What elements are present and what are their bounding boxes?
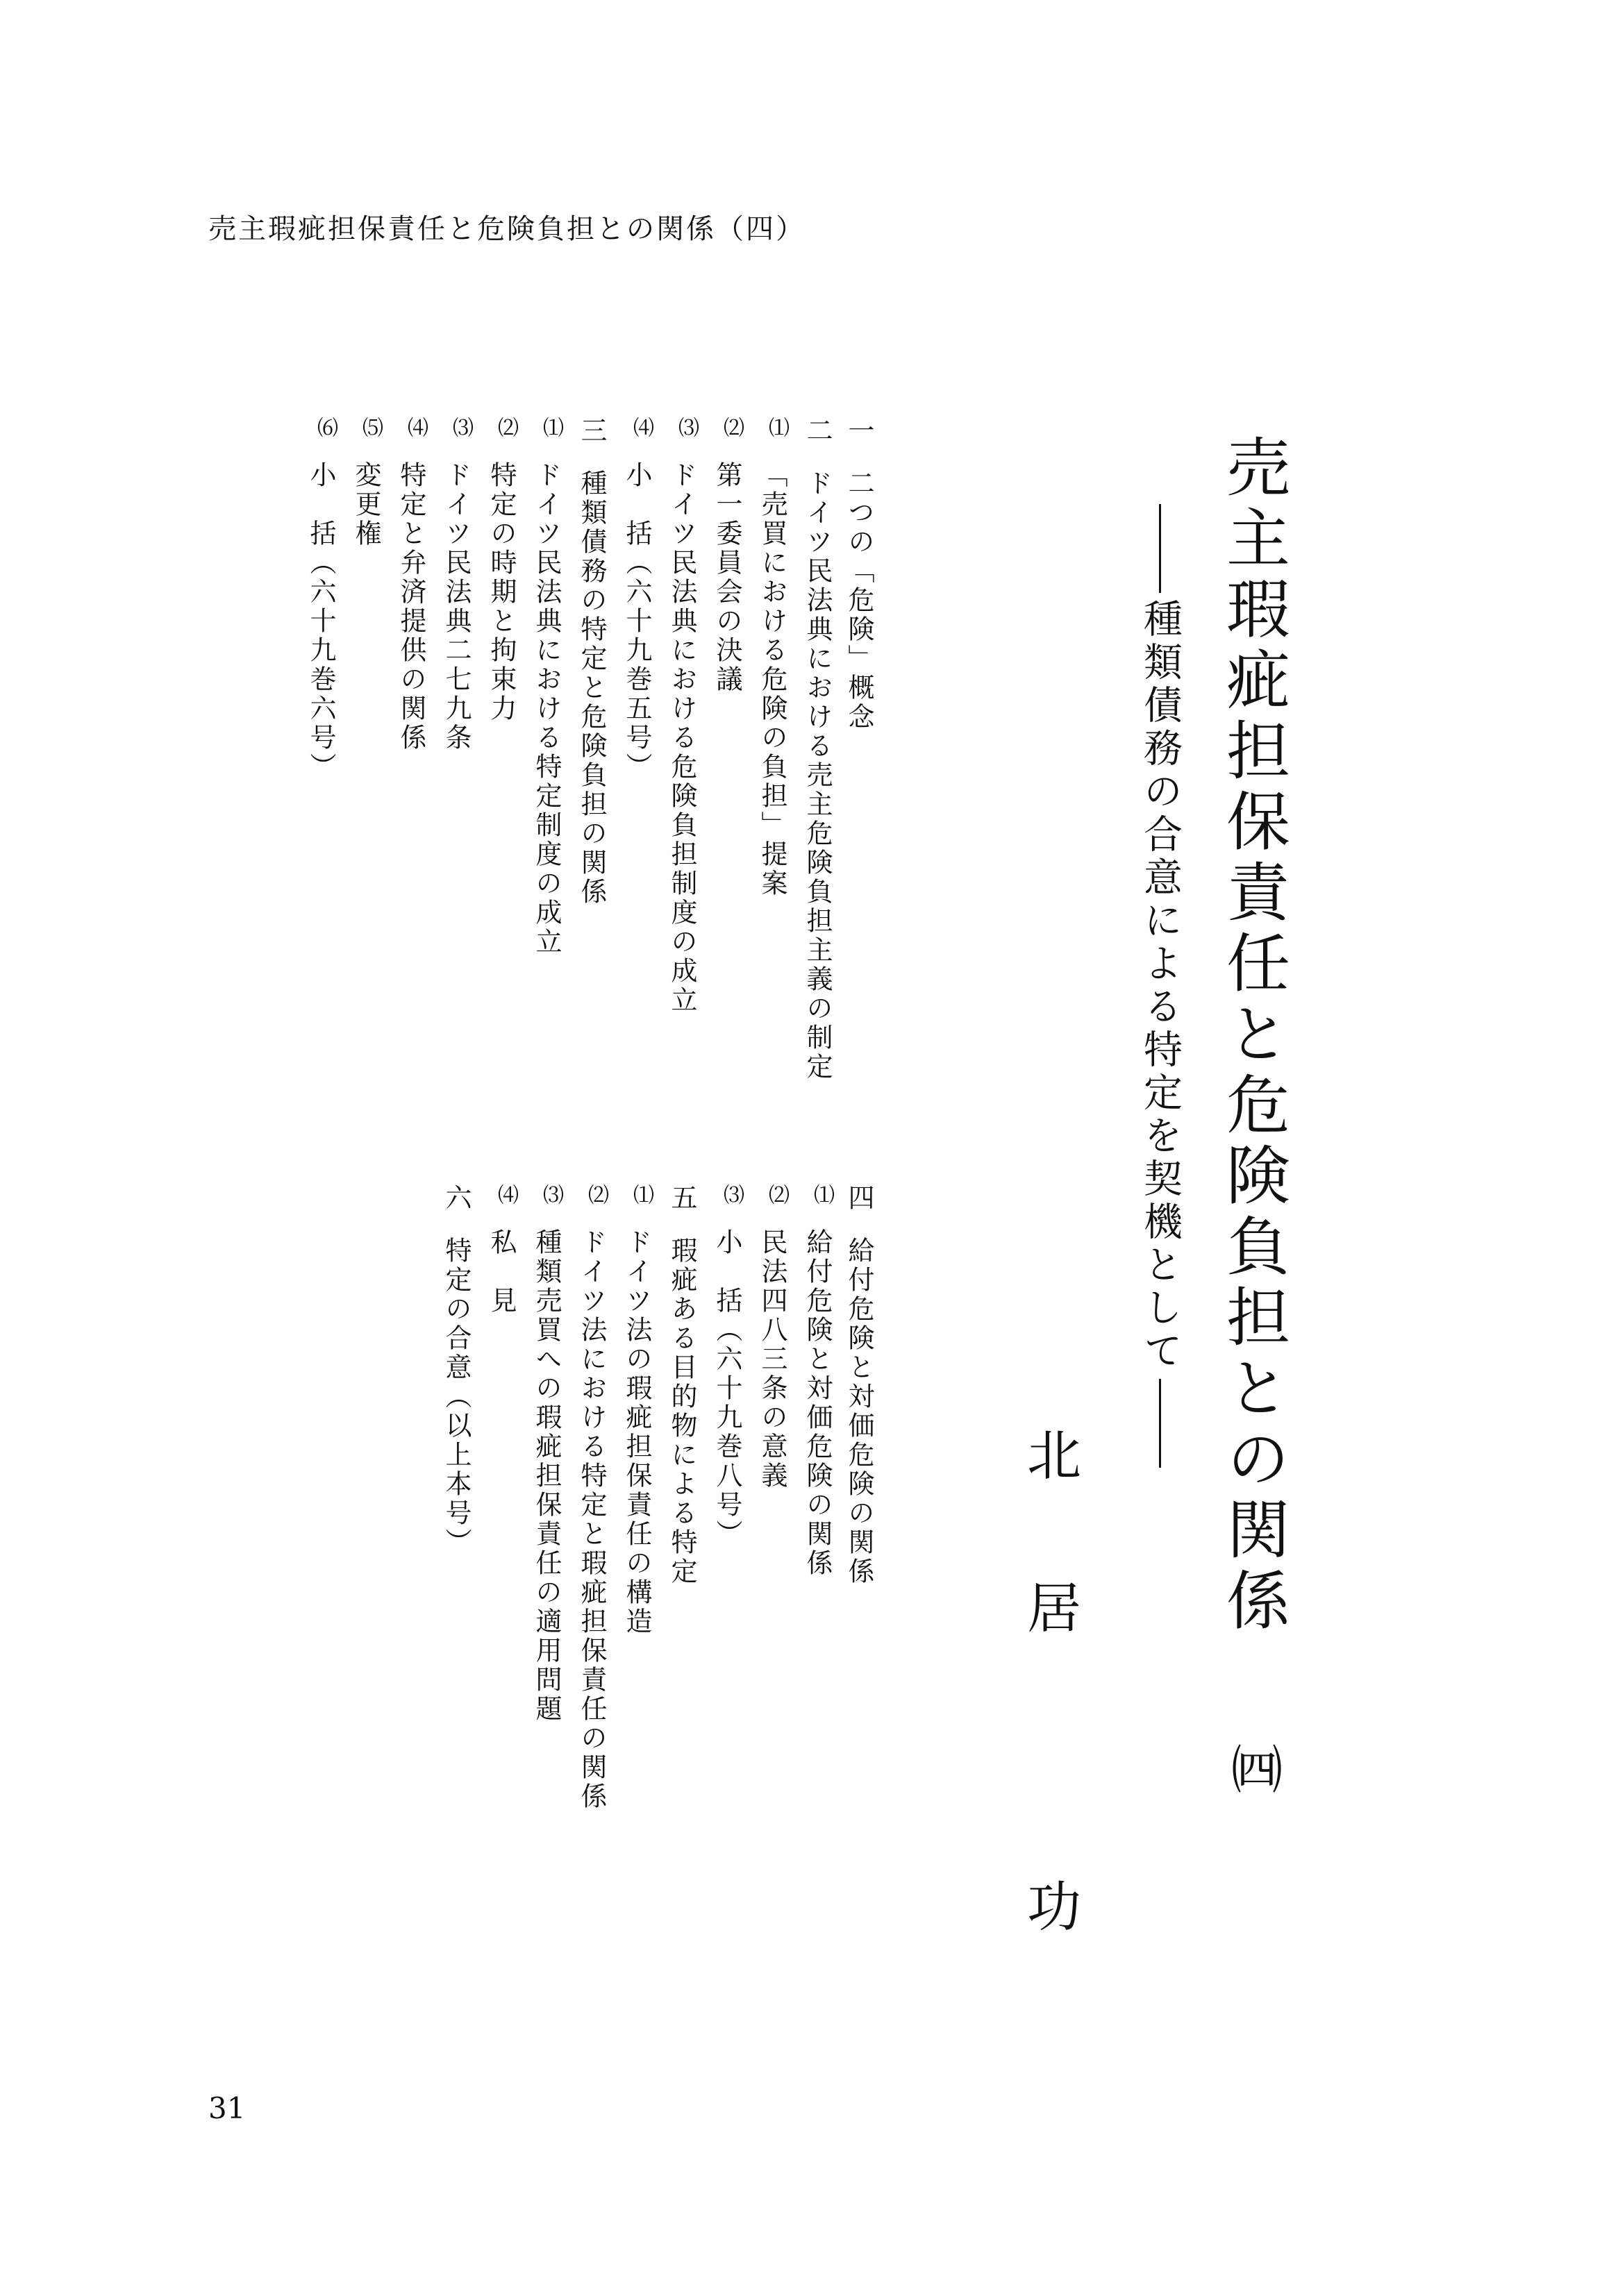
toc-item [437,1184,476,1557]
toc-item [528,417,566,957]
toc-mark: ⑵ [719,417,744,437]
toc-text: ドイツ民法典二七九条 [441,461,472,753]
running-header: 売主瑕疵担保責任と危険負担との関係（四） [208,213,806,245]
toc-mark: 三 [576,417,607,446]
toc-item [573,417,611,907]
toc-text: 特定と弁済提供の関係 [396,461,426,753]
toc-mark: 二 [802,417,833,446]
toc-item [840,1184,878,1586]
toc-mark: ⑴ [629,1184,653,1205]
toc-mark: ⑶ [449,417,473,437]
title-number: ㈣ [1223,1743,1283,1794]
toc-item [663,417,701,1015]
subtitle-text: 種類債務の合意による特定を契機として [1137,598,1183,1373]
subtitle-dash-left [1159,504,1161,593]
toc-mark: ⑵ [765,1184,789,1205]
toc-item [753,417,792,898]
toc-text: 変更権 [351,461,381,548]
toc-item [840,417,878,732]
toc-mark: ⑴ [765,417,789,437]
toc-item [392,417,431,753]
toc-text: 種類債務の特定と危険負担の関係 [576,469,607,907]
toc-text: ドイツ法の瑕疵担保責任の構造 [622,1228,652,1636]
toc-item [663,1184,701,1586]
toc-mark: 六 [441,1184,472,1213]
toc-mark: ⑶ [719,1184,744,1205]
toc-text: ドイツ民法典における売主危険負担主義の制定 [802,469,833,1082]
toc-item [753,1184,792,1491]
page-number: 31 [208,2091,246,2125]
toc-text: 私 見 [486,1228,517,1316]
author-char-3: 功 [1018,1878,1081,1932]
article-title [1207,434,1299,1794]
toc-text: 小 括（六十九巻八号） [712,1228,742,1549]
toc-text: ドイツ民法典における特定制度の成立 [531,461,562,957]
title-text: 売主瑕疵担保責任と危険負担との関係 [1216,434,1290,1638]
toc-text: 特定の合意（以上本号） [441,1237,472,1557]
toc-text: 第一委員会の決議 [712,461,742,694]
toc-text: 瑕疵ある目的物による特定 [667,1237,697,1586]
toc-text: 種類売買への瑕疵担保責任の適用問題 [531,1228,562,1724]
article-subtitle [1132,498,1187,1473]
toc-mark: ⑵ [584,1184,608,1205]
toc-item [573,1184,611,1811]
toc-item [302,417,340,782]
toc-text: 給付危険と対価危険の関係 [802,1228,833,1578]
toc-mark: 一 [844,417,874,446]
toc-mark: ⑷ [494,1184,518,1205]
toc-text: 給付危険と対価危険の関係 [844,1237,874,1586]
author-char-1: 北 [1018,1427,1081,1481]
toc-text: 小 括（六十九巻六号） [306,461,336,782]
toc-mark: ⑹ [313,417,337,437]
toc-mark: 四 [844,1184,874,1213]
toc-text: 民法四八三条の意義 [757,1228,787,1491]
toc-mark: ⑸ [358,417,383,437]
toc-item [347,417,385,548]
toc-item [708,417,747,694]
toc-item [483,417,521,723]
toc-text: 二つの「危険」概念 [844,469,874,732]
toc-item [618,417,656,782]
toc-text: 「売買における危険の負担」提案 [757,461,787,898]
toc-item [528,1184,566,1724]
toc-item [483,1184,521,1316]
toc-mark: ⑴ [539,417,563,437]
toc-text: ドイツ法における特定と瑕疵担保責任の関係 [576,1228,607,1811]
subtitle-dash-right [1159,1379,1161,1468]
toc-mark: ⑷ [403,417,428,437]
toc-text: ドイツ民法典における危険負担制度の成立 [667,461,697,1015]
toc-item [799,1184,837,1578]
toc-item [437,417,476,753]
toc-item [799,417,837,1082]
author-char-2: 居 [1018,1579,1081,1634]
toc-text: 特定の時期と拘束力 [486,461,517,723]
toc-mark: ⑶ [539,1184,563,1205]
toc-mark: ⑵ [494,417,518,437]
toc-mark: ⑴ [810,1184,834,1205]
toc-text: 小 括（六十九巻五号） [622,461,652,782]
toc-mark: ⑷ [629,417,653,437]
toc-item [618,1184,656,1636]
toc-item [708,1184,747,1549]
toc-mark: 五 [667,1184,697,1213]
toc-mark: ⑶ [674,417,699,437]
